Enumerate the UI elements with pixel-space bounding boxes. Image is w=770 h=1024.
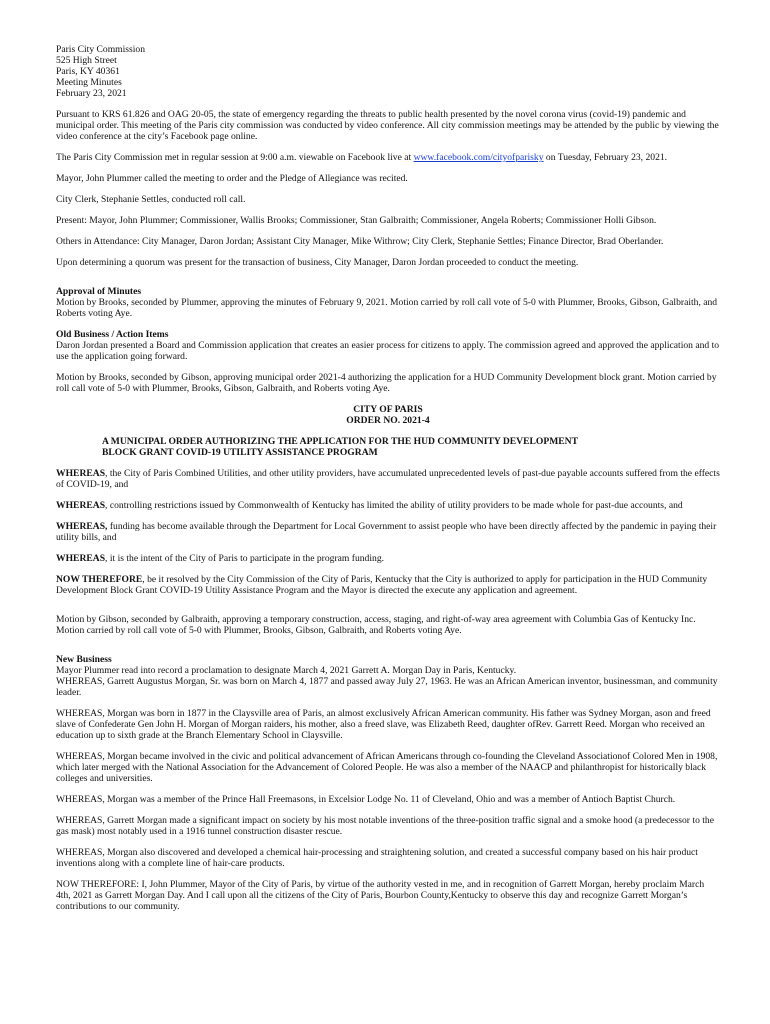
approval-section	[56, 286, 720, 319]
session-text-after: on Tuesday, February 23, 2021.	[543, 152, 668, 163]
now-therefore-order	[56, 574, 720, 596]
spacer	[56, 646, 720, 654]
whereas-label: WHEREAS	[56, 553, 106, 564]
letterhead	[56, 44, 720, 99]
order-title-line2: BLOCK GRANT COVID-19 UTILITY ASSISTANCE PROGRAM	[102, 447, 378, 458]
meeting-date: February 23, 2021	[56, 88, 127, 99]
whereas-3-text: funding has become available through the Department for Local Government to assist people who have been directly affected by the pandemic in paying their utility bills, and	[56, 521, 717, 543]
old-business-section	[56, 329, 720, 362]
new-business-heading: New Business	[56, 654, 112, 665]
facebook-link[interactable]: www.facebook.com/cityofparisky	[413, 152, 544, 163]
proclamation-whereas-6: WHEREAS, Morgan also discovered and developed a chemical hair-processing and straightening solution, and created a successful company based on his hair product inventions along with a complete line of hair-care products.	[56, 847, 698, 869]
whereas-4	[56, 553, 720, 564]
call-to-order-paragraph: Mayor, John Plummer called the meeting to order and the Pledge of Allegiance was recited.	[56, 173, 408, 184]
city-state-zip: Paris, KY 40361	[56, 66, 120, 77]
whereas-2-text: , controlling restrictions issued by Commonwealth of Kentucky has limited the ability of utility providers to be made whole for past-due accounts, and	[105, 500, 683, 511]
hud-motion-paragraph: Motion by Brooks, seconded by Gibson, approving municipal order 2021-4 authorizing the application for a HUD Community Development block grant. Motion carried by roll call vote of 5-0 with Plummer, Brooks, Gibson, Galbraith, and Roberts voting Aye.	[56, 372, 717, 394]
approval-heading: Approval of Minutes	[56, 286, 142, 297]
session-text-before: The Paris City Commission met in regular session at 9:00 a.m. viewable on Facebook live at	[56, 152, 414, 163]
proclamation-whereas-1: WHEREAS, Garrett Augustus Morgan, Sr. was born on March 4, 1877 and passed away July 27, 1963. He was an African American inventor, businessman, and community leader.	[56, 676, 718, 698]
street-address: 525 High Street	[56, 55, 117, 66]
proclamation-whereas-2: WHEREAS, Morgan was born in 1877 in the Claysville area of Paris, an almost exclusively African American community. His father was Sydney Morgan, ason and freed slave of Confederate Gen John H. Morgan of Morgan raiders, his mother, also a freed slave, was Elizabeth Reed, daughter ofRev. Garrett Reed. Morgan who received an education up to sixth grade at the Branch Elementary School in Claysville.	[56, 708, 711, 741]
proclamation-whereas-3: WHEREAS, Morgan became involved in the civic and political advancement of African Americans through co-founding the Cleveland Associationof Colored Men in 1908, which later merged with the National Association for the Advancement of Colored People. He was also a member of the NAACP and philanthropist for historically black colleges and universities.	[56, 751, 718, 784]
whereas-label: WHEREAS,	[56, 521, 108, 532]
order-title-line1: A MUNICIPAL ORDER AUTHORIZING THE APPLICATION FOR THE HUD COMMUNITY DEVELOPMENT	[102, 436, 578, 447]
old-business-text: Daron Jordan presented a Board and Commission application that creates an easier process for citizens to apply. The commission agreed and approved the application and to use the application going forward.	[56, 340, 720, 362]
whereas-4-text: , it is the intent of the City of Paris to participate in the program funding.	[105, 553, 385, 564]
proclamation-whereas-4: WHEREAS, Morgan was a member of the Prince Hall Freemasons, in Excelsior Lodge No. 11 of Cleveland, Ohio and was a member of Antioch Baptist Church.	[56, 794, 676, 805]
minutes-document	[56, 44, 720, 922]
session-paragraph	[56, 152, 720, 163]
spacer	[56, 278, 720, 286]
columbia-gas-motion: Motion by Gibson, seconded by Galbraith, approving a temporary construction, access, staging, and right-of-way area agreement with Columbia Gas of Kentucky Inc. Motion carried by roll call vote of 5-0 with Plummer, Brooks, Gibson, Galbraith, and Roberts voting Aye.	[56, 614, 696, 636]
old-business-heading: Old Business / Action Items	[56, 329, 169, 340]
approval-text: Motion by Brooks, seconded by Plummer, approving the minutes of February 9, 2021. Motion carried by roll call vote of 5-0 with Plummer, Brooks, Gibson, Galbraith, and Roberts voting Aye.	[56, 297, 718, 319]
whereas-2	[56, 500, 720, 511]
order-city: CITY OF PARIS	[353, 404, 423, 415]
proclamation-intro: Mayor Plummer read into record a proclamation to designate March 4, 2021 Garrett A. Morgan Day in Paris, Kentucky.	[56, 665, 517, 676]
whereas-1	[56, 468, 720, 490]
org-name: Paris City Commission	[56, 44, 146, 55]
whereas-label: WHEREAS	[56, 468, 106, 479]
present-paragraph: Present: Mayor, John Plummer; Commissioner, Wallis Brooks; Commissioner, Stan Galbraith; Commissioner, Angela Roberts; Commissioner Holli Gibson.	[56, 215, 657, 226]
whereas-label: WHEREAS	[56, 500, 106, 511]
document-type: Meeting Minutes	[56, 77, 122, 88]
proclamation-whereas-5: WHEREAS, Garrett Morgan made a significant impact on society by his most notable inventions of the three-position traffic signal and a smoke hood (a predecessor to the gas mask) most notably used in a 1916 tunnel construction disaster rescue.	[56, 815, 714, 837]
spacer	[56, 606, 720, 614]
quorum-paragraph: Upon determining a quorum was present for the transaction of business, City Manager, Daron Jordan proceeded to conduct the meeting.	[56, 257, 579, 268]
whereas-1-text: , the City of Paris Combined Utilities, and other utility providers, have accumulated unprecedented levels of past-due payable accounts suffered from the effects of COVID-19, and	[56, 468, 720, 490]
whereas-3	[56, 521, 720, 543]
new-business-section	[56, 654, 720, 698]
proclamation-now-therefore: NOW THEREFORE: I, John Plummer, Mayor of the City of Paris, by virtue of the authority vested in me, and in recognition of Garrett Morgan, hereby proclaim March 4th, 2021 as Garrett Morgan Day. And I call upon all the citizens of the City of Paris, Bourbon County,Kentucky to observe this day and recognize Garrett Morgan’s contributions to our community.	[56, 879, 705, 912]
order-title	[56, 436, 720, 458]
now-therefore-label: NOW THEREFORE	[56, 574, 143, 585]
intro-paragraph: Pursuant to KRS 61.826 and OAG 20-05, the state of emergency regarding the threats to public health presented by the novel corona virus (covid-19) pandemic and municipal order. This meeting of the Paris city commission was conducted by video conference. All city commission meetings may be attended by the public by viewing the video conference at the city’s Facebook page online.	[56, 109, 719, 142]
now-therefore-text: , be it resolved by the City Commission of the City of Paris, Kentucky that the City is authorized to apply for participation in the HUD Community Development Block Grant COVID-19 Utility Assistance Program and the Mayor is directed the execute any application and agreement.	[56, 574, 708, 596]
roll-call-paragraph: City Clerk, Stephanie Settles, conducted roll call.	[56, 194, 246, 205]
others-paragraph: Others in Attendance: City Manager, Daron Jordan; Assistant City Manager, Mike Withrow; City Clerk, Stephanie Settles; Finance Director, Brad Oberlander.	[56, 236, 664, 247]
order-number: ORDER NO. 2021-4	[346, 415, 430, 426]
